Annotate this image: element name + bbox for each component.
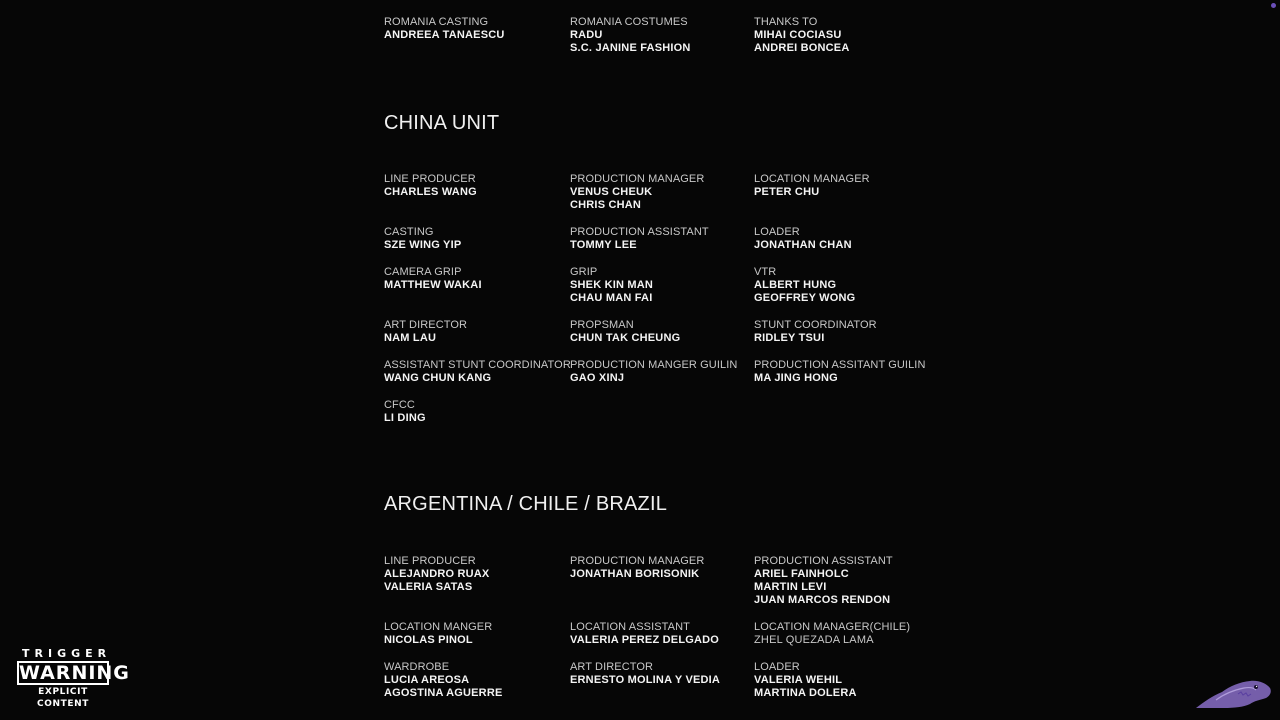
credit-romania-casting [384, 16, 505, 42]
credit-role: CASTING [384, 226, 434, 238]
credit-role: PROPSMAN [570, 319, 634, 331]
dinosaur-head-shape [1194, 674, 1274, 710]
credit-name: RADU [570, 29, 603, 41]
credit-role: WARDROBE [384, 661, 450, 673]
credit-role: PRODUCTION ASSISTANT [754, 555, 893, 567]
credit-name: JONATHAN BORISONIK [570, 568, 700, 580]
credit-name: ALBERT HUNG [754, 279, 837, 291]
section-heading-argentina-chile-brazil: ARGENTINA / CHILE / BRAZIL [384, 493, 668, 515]
credit-loader [754, 661, 857, 700]
credit-name: NAM LAU [384, 332, 437, 344]
credit-location-manager [754, 173, 870, 199]
credit-name: S.C. JANINE FASHION [570, 42, 691, 54]
credit-name: ALEJANDRO RUAX [384, 568, 490, 580]
credit-production-manager [570, 555, 704, 581]
credit-role: PRODUCTION MANAGER [570, 555, 705, 567]
dinosaur-head-icon [1194, 674, 1274, 710]
credit-name: GEOFFREY WONG [754, 292, 856, 304]
credit-role: GRIP [570, 266, 598, 278]
credit-loader [754, 226, 852, 252]
credit-name: VENUS CHEUK [570, 186, 653, 198]
credit-role: ASSISTANT STUNT COORDINATOR [384, 359, 571, 371]
credit-name: MARTIN LEVI [754, 581, 827, 593]
credit-name: MIHAI COCIASU [754, 29, 842, 41]
credit-name: MA JING HONG [754, 372, 838, 384]
credit-name: ZHEL QUEZADA LAMA [754, 634, 874, 646]
credit-propsman [570, 319, 680, 345]
credit-role: LINE PRODUCER [384, 555, 476, 567]
credit-role: STUNT COORDINATOR [754, 319, 877, 331]
credit-name: GAO XINJ [570, 372, 625, 384]
credit-role: CAMERA GRIP [384, 266, 462, 278]
credit-camera-grip [384, 266, 482, 292]
credit-wardrobe [384, 661, 503, 700]
credit-line-producer [384, 555, 489, 594]
credit-location-manager [384, 621, 492, 647]
credit-name: CHUN TAK CHEUNG [570, 332, 681, 344]
credit-name: VALERIA SATAS [384, 581, 473, 593]
credit-role: LOCATION MANAGER [754, 173, 870, 185]
credit-role: LINE PRODUCER [384, 173, 476, 185]
trigger-warning-badge [17, 647, 130, 710]
credit-role: ART DIRECTOR [570, 661, 654, 673]
credit-stunt-coordinator [754, 319, 877, 345]
credit-casting [384, 226, 461, 252]
credit-name: MATTHEW WAKAI [384, 279, 482, 291]
credit-role: LOCATION MANGER [384, 621, 493, 633]
credit-role: PRODUCTION MANAGER [570, 173, 705, 185]
credit-name: SHEK KIN MAN [570, 279, 654, 291]
credit-name: RIDLEY TSUI [754, 332, 825, 344]
section-heading-china-unit: CHINA UNIT [384, 112, 500, 134]
credit-name: CHRIS CHAN [570, 199, 642, 211]
credit-location-manager-chile [754, 621, 910, 647]
credit-role: LOADER [754, 226, 800, 238]
badge-line-explicit: EXPLICIT CONTENT [37, 687, 89, 709]
credit-vtr [754, 266, 855, 305]
credit-name: NICOLAS PINOL [384, 634, 473, 646]
credit-production-assistant-guilin [754, 359, 926, 385]
credit-name: LI DING [384, 412, 426, 424]
credit-name: JUAN MARCOS RENDON [754, 594, 891, 606]
credit-role: LOADER [754, 661, 800, 673]
credit-name: AGOSTINA AGUERRE [384, 687, 503, 699]
credit-role: PRODUCTION ASSISTANT [570, 226, 709, 238]
credit-location-assistant [570, 621, 719, 647]
credit-name: VALERIA PEREZ DELGADO [570, 634, 720, 646]
status-dot-icon [1271, 3, 1276, 8]
credit-name: ARIEL FAINHOLC [754, 568, 849, 580]
credit-assistant-stunt-coordinator [384, 359, 571, 385]
credit-role: THANKS TO [754, 16, 818, 28]
credit-role: ROMANIA COSTUMES [570, 16, 688, 28]
credit-name: PETER CHU [754, 186, 820, 198]
credit-thanks-to [754, 16, 850, 55]
credit-name: TOMMY LEE [570, 239, 637, 251]
credit-name: LUCIA AREOSA [384, 674, 470, 686]
credit-name: CHAU MAN FAI [570, 292, 653, 304]
credit-name: WANG CHUN KANG [384, 372, 492, 384]
credit-role: ROMANIA CASTING [384, 16, 489, 28]
credit-name: JONATHAN CHAN [754, 239, 852, 251]
credit-role: LOCATION MANAGER(CHILE) [754, 621, 911, 633]
credit-role: VTR [754, 266, 777, 278]
credit-name: MARTINA DOLERA [754, 687, 857, 699]
credit-production-manager-guilin [570, 359, 737, 385]
credit-role: PRODUCTION MANGER GUILIN [570, 359, 738, 371]
credit-grip [570, 266, 653, 305]
credit-role: PRODUCTION ASSITANT GUILIN [754, 359, 926, 371]
credit-name: SZE WING YIP [384, 239, 462, 251]
credit-name: ANDREI BONCEA [754, 42, 850, 54]
credit-art-director [570, 661, 720, 687]
credit-line-producer [384, 173, 477, 199]
credit-role: LOCATION ASSISTANT [570, 621, 690, 633]
credit-name: ERNESTO MOLINA Y VEDIA [570, 674, 721, 686]
credit-cfcc [384, 399, 426, 425]
credit-role: ART DIRECTOR [384, 319, 468, 331]
badge-line-warning: WARNING [19, 662, 130, 684]
credit-romania-costumes [570, 16, 691, 55]
credit-production-assistant [754, 555, 893, 607]
credit-name: ANDREEA TANAESCU [384, 29, 505, 41]
credit-production-manager [570, 173, 704, 212]
credit-role: CFCC [384, 399, 415, 411]
credit-art-director [384, 319, 467, 345]
badge-line-trigger: TRIGGER [22, 647, 112, 660]
credit-name: VALERIA WEHIL [754, 674, 843, 686]
credit-name: CHARLES WANG [384, 186, 477, 198]
credit-production-assistant [570, 226, 709, 252]
